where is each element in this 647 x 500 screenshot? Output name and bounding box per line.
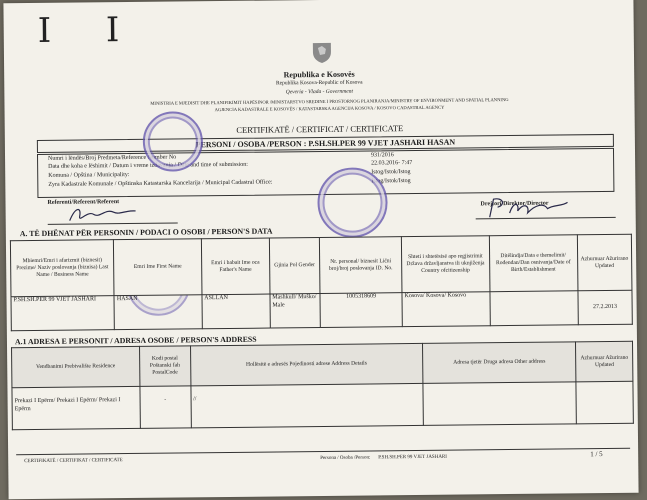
table-header-row [10, 234, 632, 296]
col-header-country: Shteti i shtetësisë apo regjistrimit Država državljanstva ili uknjiženja Country ofcitizenship [401, 236, 489, 293]
col-header-gender: Gjinia Pol Gender [269, 238, 320, 295]
cell-first-name: HASAN [114, 295, 202, 330]
footer-person-label: Persona / Osoba /Person: [320, 455, 371, 462]
footer-divider [16, 448, 630, 455]
person-data-table [10, 234, 633, 332]
footer-person-value: P.SH.SH.PER 99 VJET JASHARI [378, 454, 447, 461]
cell-address-details: // [190, 383, 423, 427]
section-a-title: A. TË DHËNAT PËR PERSONIN / PODACI O OSOBI / PERSON'S DATA [19, 226, 273, 239]
director-label: Drejtori/Direktor/Director [480, 200, 549, 208]
cell-residence: Prekazi I Epërm/ Prekazi I Epërm/ Prekazi I Epërm [12, 386, 140, 429]
info-value-date: 22.03.2016- 7:47 [371, 160, 413, 167]
footer-page-indicator [590, 450, 603, 458]
col-header-father: Emri i babait Ime oca Father's Name [201, 238, 270, 295]
page-total: 5 [599, 450, 603, 459]
agency-label: AGJENCIA KADASTRALE E KOSOVËS / KATASTARSKA AGENCIJA KOSOVA / KOSOVO CADASTRAL AGENCY [214, 104, 445, 113]
cell-father: ASLLAN [202, 294, 270, 329]
col-header-residence: Vendbanimi Prebivalište Residence [12, 346, 140, 387]
page-separator: / [595, 450, 600, 459]
info-label-municipality: Komuna / Opština / Municipality: [48, 172, 130, 179]
official-stamp-center [317, 167, 388, 238]
col-header-updated: Azhurnuar Ažurirano Updated [577, 234, 632, 291]
coat-of-arms-icon [310, 40, 334, 64]
info-value-office: Istog/Istok/Istog [371, 178, 411, 185]
cell-country: Kosova/ Kosova/ Kosovo [402, 292, 490, 327]
official-stamp-top [143, 111, 204, 172]
person-title: PERSONI / OSOBA /PERSON : P.SH.SH.PER 99 VJET JASHARI HASAN [195, 137, 456, 150]
certificate-title: CERTIFIKATË / CERTIFICAT / CERTIFICATE [236, 123, 404, 135]
cell-id: 1005318609 [320, 293, 402, 328]
col-header-last-name: Mbiemri/Emri i afarizmit (biznesit) Prezime/ Naziv poslovanja (biznisa) Last Name / Business Name [10, 240, 114, 297]
document-sheet [3, 0, 638, 499]
cell-postal: - [140, 386, 191, 429]
address-table [11, 341, 634, 431]
col-header-first-name: Emri Ime First Name [114, 239, 202, 296]
col-header-address-details: Hollësitë e adresës Pojedinosti adrese Address Details [190, 343, 423, 385]
cell-gender: Mashkull/ Muško/ Male [270, 294, 321, 329]
cell-updated: 27.2.2013 [578, 290, 633, 325]
info-value-ref: 931/2016 [371, 152, 394, 159]
cell-address-updated [576, 381, 633, 424]
col-header-address-updated: Azhurnuar Ažurirano Updated [576, 341, 633, 382]
handwritten-mark: I I [37, 9, 142, 51]
section-a1-title: A.1 ADRESA E PERSONIT / ADRESA OSOBE / PERSON'S ADDRESS [14, 334, 257, 347]
government-label: Qeveria - Vlada - Government [285, 88, 353, 96]
col-header-birth: Ditëlindja/Data e themelimit/ Rođendan/Dan osnivanja/Date of Birth/Establishment [489, 235, 578, 292]
cell-other-address [423, 382, 577, 426]
col-header-id: Nr. personal/ biznesit Lični broj/broj poslovanja ID. No. [320, 237, 402, 294]
info-value-municipality: Istog/Istok/Istog [371, 169, 411, 176]
cell-last-name: P.SH.SH.PER 99 VJET JASHARI [11, 296, 115, 331]
republic-subtitle: Republika Kosova-Republic of Kosova [275, 79, 363, 87]
page-number: 1 [590, 450, 594, 459]
table-row [11, 290, 632, 331]
col-header-postal: Kodi postal Poštanski fah PostalCode [139, 346, 190, 387]
referent-label: Referenti/Referent/Referent [47, 199, 120, 206]
info-label-date: Data dhe koha e lëshimit / Datum i vreme izdavanja / Date and time of submission: [48, 161, 248, 170]
cell-birth [490, 291, 578, 326]
table-row [12, 381, 633, 430]
info-label-ref: Numri i lëndës/Broj Predmeta/Reference Number No [48, 154, 177, 162]
republic-title: Republika e Kosovës [283, 69, 355, 80]
col-header-other-address: Adresa tjetër Druga adresa Other address [422, 342, 576, 384]
info-label-office: Zyra Kadastrale Komunale / Opštinska Katastarska Kancelarija / Municipal Cadastral Office: [48, 179, 273, 188]
footer-certificate-label: CERTIFIKATË / CERTIFIKAT / CERTIFICATE [24, 458, 123, 465]
address-header-row [12, 341, 633, 388]
ministry-label: MINISTRIA E MJEDISIT DHE PLANIFIKIMIT HAPËSINOR /MINISTARSTVO SREDINE I PROSTORNOG PLANIRANJA/MINISTRY OF ENVIRONMENT AND SPATIAL PLANNING [150, 97, 509, 106]
